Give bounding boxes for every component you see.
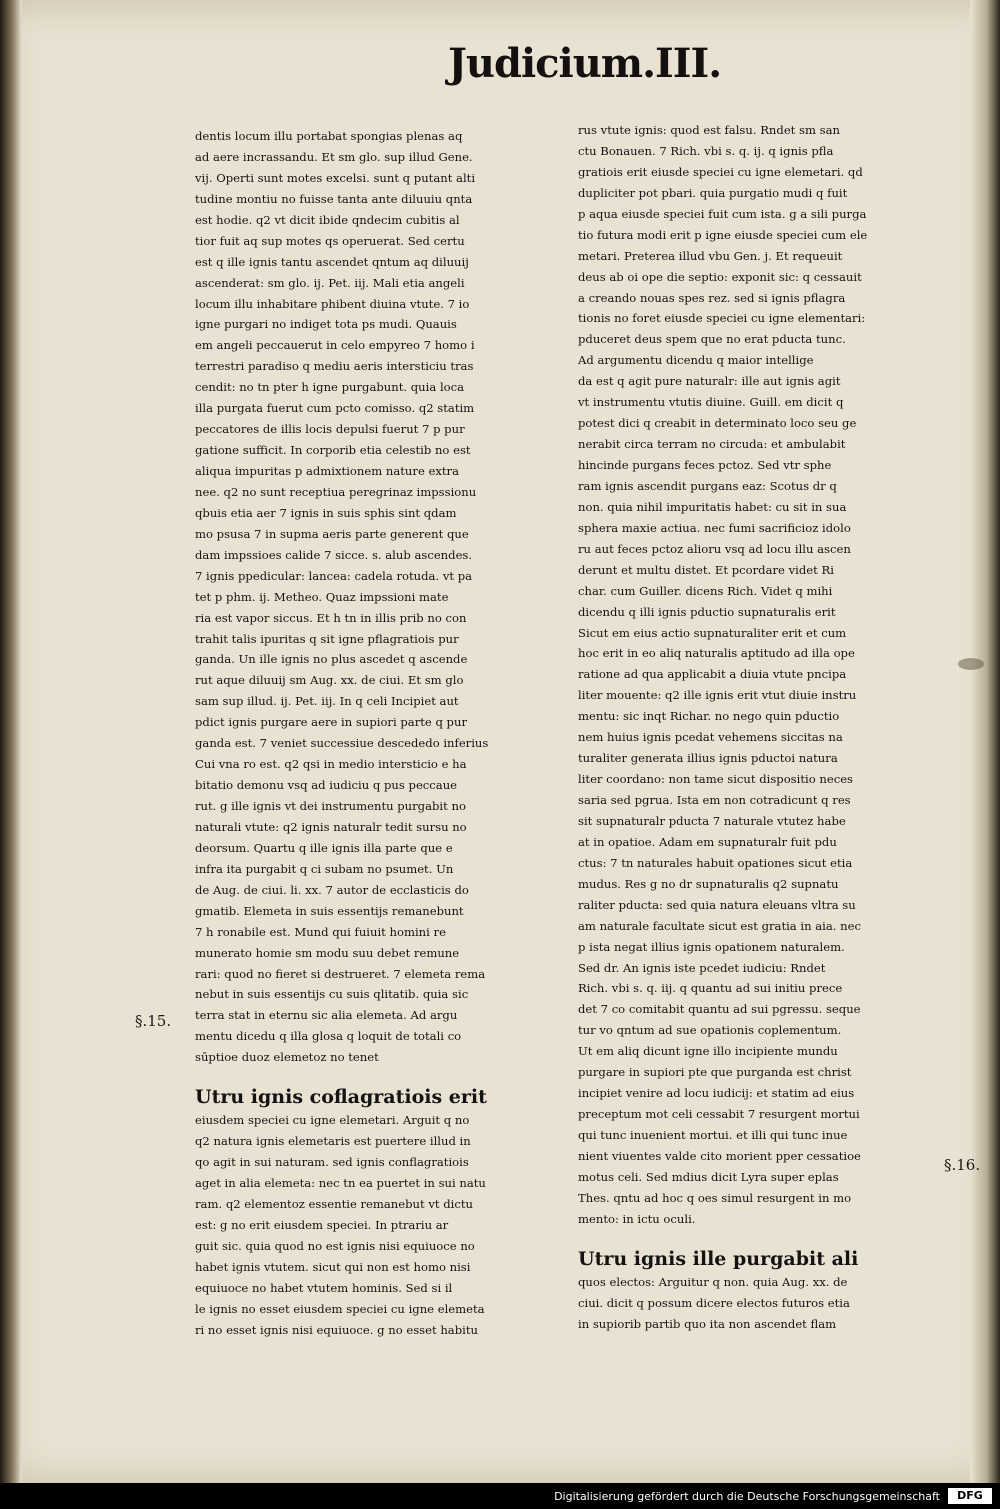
text-line: munerato homie sm modu suu debet remune xyxy=(195,945,460,960)
text-line: Sicut em eius actio supnaturaliter erit et cum xyxy=(578,625,847,640)
text-line: igne purgari no indiget tota ps mudi. Quauis xyxy=(195,317,457,332)
text-line: non. quia nihil impuritatis habet: cu sit in sua xyxy=(578,499,847,514)
text-line: gratiois erit eiusde speciei cu igne elemetari. qd xyxy=(578,164,863,179)
text-line: incipiet venire ad locu iudicij: et statim ad eius xyxy=(578,1086,855,1101)
text-line: tet p phm. ij. Metheo. Quaz impssioni mate xyxy=(195,589,449,604)
text-line: p aqua eiusde speciei fuit cum ista. g a sili purga xyxy=(578,206,867,221)
text-line: peccatores de illis locis depulsi fuerut 7 p pur xyxy=(195,422,465,437)
page-edge-shadow xyxy=(970,0,1000,1483)
text-line: liter mouente: q2 ille ignis erit vtut diuie instru xyxy=(578,688,857,703)
text-line: bitatio demonu vsq ad iudiciu q pus peccaue xyxy=(195,778,458,793)
text-line: trahit talis ipuritas q sit igne pflagratiois pur xyxy=(195,631,459,646)
footer-credit-text: Digitalisierung gefördert durch die Deutsche Forschungsgemeinschaft xyxy=(554,1490,940,1503)
text-line: nem huius ignis pcedat vehemens siccitas na xyxy=(578,730,843,745)
text-line: in supiorib partib quo ita non ascendet flam xyxy=(578,1316,837,1331)
text-line: vt instrumentu vtutis diuine. Guill. em dicit q xyxy=(578,395,844,410)
text-line: ganda est. 7 veniet successiue descededo inferius xyxy=(195,736,489,751)
text-line: da est q agit pure naturalr: ille aut ignis agit xyxy=(578,374,841,389)
text-line: det 7 co comitabit quantu ad sui pgressu. seque xyxy=(578,1002,861,1017)
text-line: ram. q2 elementoz essentie remanebut vt dictu xyxy=(195,1196,474,1211)
text-line: sit supnaturalr pducta 7 naturale vtutez habe xyxy=(578,813,846,828)
book-spine-shadow xyxy=(0,0,22,1483)
text-line: motus celi. Sed mdius dicit Lyra super eplas xyxy=(578,1169,839,1184)
text-line: nient viuentes valde cito morient pper cessatioe xyxy=(578,1148,861,1163)
text-line: sūptioe duoz elemetoz no tenet xyxy=(195,1050,379,1065)
text-line: Sed dr. An ignis iste pcedet iudiciu: Rndet xyxy=(578,960,826,975)
text-line: nebut in suis essentijs cu suis qlitatib. quia sic xyxy=(195,987,469,1002)
text-line: est hodie. q2 vt dicit ibide qndecim cubitis al xyxy=(195,212,460,227)
text-line: derunt et multu distet. Et pcordare videt Ri xyxy=(578,562,834,577)
text-line: preceptum mot celi cessabit 7 resurgent mortui xyxy=(578,1107,860,1122)
text-line: gatione sufficit. In corporib etia celestib no est xyxy=(195,443,471,458)
margin-note-16: §.16. xyxy=(944,1156,981,1174)
text-line: deus ab oi ope die septio: exponit sic: q cessauit xyxy=(578,269,862,284)
text-line: terrestri paradiso q mediu aeris intersticiu tras xyxy=(195,359,474,374)
text-line: quos electos: Arguitur q non. quia Aug. xx. de xyxy=(578,1274,848,1289)
text-line: hoc erit in eo aliq naturalis aptitudo ad illa ope xyxy=(578,646,855,661)
text-line: am naturale facultate sicut est gratia in aia. nec xyxy=(578,918,861,933)
text-line: q2 natura ignis elemetaris est puertere illud in xyxy=(195,1134,471,1149)
text-line: 7 ignis ppedicular: lancea: cadela rotuda. vt pa xyxy=(195,568,473,583)
text-line: 7 h ronabile est. Mund qui fuiuit homini re xyxy=(195,924,446,939)
text-line: ciui. dicit q possum dicere electos futuros etia xyxy=(578,1295,850,1310)
text-line: Cui vna ro est. q2 qsi in medio intersticio e ha xyxy=(195,757,467,772)
page-header-title: Judicium.III. xyxy=(448,40,722,87)
text-line: rut aque diluuij sm Aug. xx. de ciui. Et sm glo xyxy=(195,673,464,688)
text-line: ri no esset ignis nisi equiuoce. g no esset habitu xyxy=(195,1322,478,1337)
text-line: mento: in ictu oculi. xyxy=(578,1211,696,1226)
margin-note-15: §.15. xyxy=(135,1012,172,1030)
text-line: mentu dicedu q illa glosa q loquit de totali co xyxy=(195,1029,462,1044)
text-line: rus vtute ignis: quod est falsu. Rndet sm san xyxy=(578,123,840,137)
text-line: metari. Preterea illud vbu Gen. j. Et requeuit xyxy=(578,248,843,263)
text-line: nerabit circa terram no circuda: et ambulabit xyxy=(578,437,846,452)
text-line: eiusdem speciei cu igne elemetari. Arguit q no xyxy=(195,1113,470,1128)
text-line: illa purgata fuerut cum pcto comisso. q2 statim xyxy=(195,401,475,416)
text-line: ctu Bonauen. 7 Rich. vbi s. q. ij. q ignis pfla xyxy=(578,143,834,158)
text-line: qbuis etia aer 7 ignis in suis sphis sint qdam xyxy=(195,505,457,520)
text-line: sam sup illud. ij. Pet. iij. In q celi Incipiet aut xyxy=(195,694,459,709)
text-line: guit sic. quia quod no est ignis nisi equiuoce no xyxy=(195,1238,475,1253)
text-line: equiuoce no habet vtutem hominis. Sed si il xyxy=(195,1280,453,1295)
text-line: pduceret deus spem que no erat pducta tunc. xyxy=(578,332,846,347)
text-line: saria sed pgrua. Ista em non cotradicunt q res xyxy=(578,793,851,807)
text-line: qo agit in sui naturam. sed ignis conflagratiois xyxy=(195,1155,469,1170)
text-line: rut. g ille ignis vt dei instrumentu purgabit no xyxy=(195,799,466,813)
text-line: dicendu q illi ignis pductio supnaturalis erit xyxy=(578,604,836,619)
section-gap xyxy=(195,1068,570,1082)
text-line: ganda. Un ille ignis no plus ascedet q ascende xyxy=(195,652,468,667)
text-line: tur vo qntum ad sue opationis coplementum. xyxy=(578,1023,842,1038)
text-line: dam impssioes calide 7 sicce. s. alub ascendes. xyxy=(195,547,473,562)
text-line: nee. q2 no sunt receptiua peregrinaz impssionu xyxy=(195,484,477,499)
text-line: pdict ignis purgare aere in supiori parte q pur xyxy=(195,715,467,730)
text-line: at in opatioe. Adam em supnaturalr fuit pdu xyxy=(578,834,837,849)
text-line: infra ita purgabit q ci subam no psumet. Un xyxy=(195,861,454,876)
section-heading: Utru ignis ille purgabit ali xyxy=(578,1247,859,1270)
text-line: mentu: sic inqt Richar. no nego quin pductio xyxy=(578,709,840,724)
text-line: liter coordano: non tame sicut dispositio neces xyxy=(578,772,854,787)
text-line: locum illu inhabitare phibent diuina vtute. 7 io xyxy=(195,296,470,311)
text-line: dentis locum illu portabat spongias plenas aq xyxy=(195,129,463,143)
text-line: Rich. vbi s. q. iij. q quantu ad sui initiu prece xyxy=(578,981,843,996)
text-line: est: g no erit eiusdem speciei. In ptrariu ar xyxy=(195,1217,449,1232)
text-line: purgare in supiori pte que purganda est christ xyxy=(578,1065,852,1080)
left-text-column xyxy=(195,126,570,1337)
text-line: cendit: no tn pter h igne purgabunt. quia loca xyxy=(195,380,465,395)
text-line: dupliciter pot pbari. quia purgatio mudi q fuit xyxy=(578,185,848,200)
text-line: est q ille ignis tantu ascendet qntum aq diluuij xyxy=(195,254,469,269)
text-line: ru aut feces pctoz alioru vsq ad locu illu ascen xyxy=(578,541,851,556)
text-line: gmatib. Elemeta in suis essentijs remanebunt xyxy=(195,903,464,918)
text-line: ram ignis ascendit purgans eaz: Scotus dr q xyxy=(578,478,837,493)
text-line: hincinde purgans feces pctoz. Sed vtr sphe xyxy=(578,458,832,472)
text-line: a creando nouas spes rez. sed si ignis pflagra xyxy=(578,290,846,305)
text-line: aliqua impuritas p admixtionem nature extra xyxy=(195,464,460,478)
text-line: vij. Operti sunt motes excelsi. sunt q putant alti xyxy=(195,170,476,185)
text-line: terra stat in eternu sic alia elemeta. Ad argu xyxy=(195,1008,458,1023)
text-line: tudine montiu no fuisse tanta ante diluuiu qnta xyxy=(195,191,473,206)
text-line: le ignis no esset eiusdem speciei cu igne elemeta xyxy=(195,1301,485,1316)
text-line: turaliter generata illius ignis pductoi natura xyxy=(578,751,838,766)
text-line: mo psusa 7 in supma aeris parte generent que xyxy=(195,526,469,541)
section-heading: Utru ignis coflagratiois erit xyxy=(195,1086,487,1109)
text-line: tio futura modi erit p igne eiusde speciei cum ele xyxy=(578,227,868,242)
text-line: tionis no foret eiusde speciei cu igne elementari: xyxy=(578,311,866,326)
text-line: Ad argumentu dicendu q maior intellige xyxy=(578,353,814,368)
text-line: de Aug. de ciui. li. xx. 7 autor de ecclasticis do xyxy=(195,882,469,897)
text-line: habet ignis vtutem. sicut qui non est homo nisi xyxy=(195,1259,471,1274)
text-line: Thes. qntu ad hoc q oes simul resurgent in mo xyxy=(578,1190,852,1205)
text-line: Ut em aliq dicunt igne illo incipiente mundu xyxy=(578,1044,838,1059)
text-line: raliter pducta: sed quia natura eleuans vltra su xyxy=(578,897,856,912)
text-line: aget in alia elemeta: nec tn ea puertet in sui natu xyxy=(195,1176,486,1190)
text-line: sphera maxie actiua. nec fumi sacrificioz idolo xyxy=(578,520,851,535)
dfg-logo: DFG xyxy=(948,1488,992,1504)
text-line: ria est vapor siccus. Et h tn in illis prib no con xyxy=(195,610,467,625)
text-line: naturali vtute: q2 ignis naturalr tedit sursu no xyxy=(195,819,467,834)
text-line: p ista negat illius ignis opationem naturalem. xyxy=(578,939,845,954)
text-line: deorsum. Quartu q ille ignis illa parte que e xyxy=(195,840,453,855)
text-line: qui tunc inuenient mortui. et illi qui tunc inue xyxy=(578,1128,848,1142)
text-line: potest dici q creabit in determinato loco seu ge xyxy=(578,416,857,431)
text-line: ctus: 7 tn naturales habuit opationes sicut etia xyxy=(578,855,853,870)
text-line: ratione ad qua applicabit a diuia vtute pncipa xyxy=(578,667,847,682)
right-text-column xyxy=(578,120,936,1331)
text-line: tior fuit aq sup motes qs operuerat. Sed certu xyxy=(195,233,465,248)
text-line: char. cum Guiller. dicens Rich. Videt q mihi xyxy=(578,583,833,598)
text-line: rari: quod no fieret si destrueret. 7 elemeta rema xyxy=(195,966,486,981)
text-line: mudus. Res g no dr supnaturalis q2 supnatu xyxy=(578,876,839,891)
text-line: ad aere incrassandu. Et sm glo. sup illud Gene. xyxy=(195,149,473,164)
text-line: ascenderat: sm glo. ij. Pet. iij. Mali etia angeli xyxy=(195,275,465,290)
margin-ink-blot xyxy=(958,658,984,670)
section-gap xyxy=(578,1230,936,1244)
text-line: em angeli peccauerut in celo empyreo 7 homo i xyxy=(195,338,475,353)
